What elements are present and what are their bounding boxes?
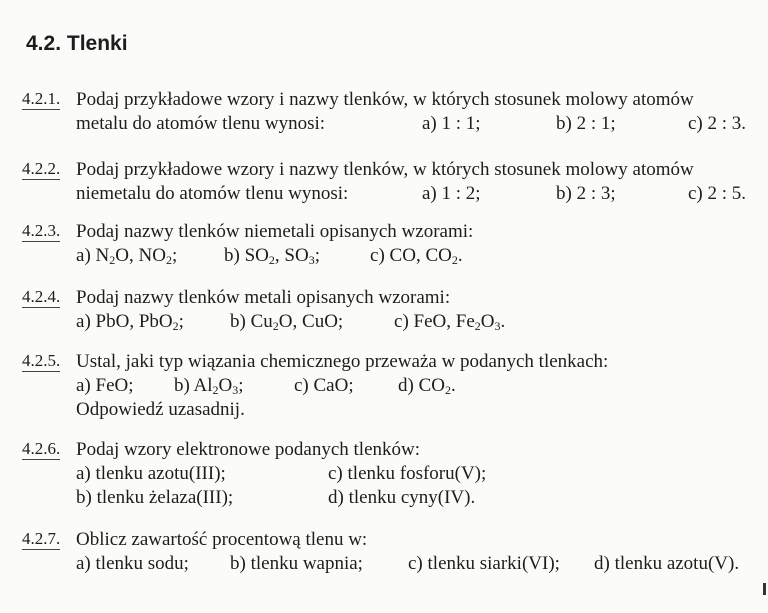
option-c: c) tlenku fosforu(V); <box>328 463 487 484</box>
option-c: c) CaO; <box>294 375 354 396</box>
option-a: a) tlenku sodu; <box>76 553 189 574</box>
option-c: c) FeO, $Fe_2O_3$. <box>394 311 506 333</box>
option-b: b) tlenku wapnia; <box>230 553 363 574</box>
option-b: b) 2 : 1; <box>556 113 616 134</box>
option-a: a) tlenku azotu(III); <box>76 463 226 484</box>
page-edge-mark <box>763 583 766 595</box>
exercise-text: Oblicz zawartość procentową tlenu w: <box>76 529 368 550</box>
option-b: b) $Al_2O_3$; <box>174 375 244 397</box>
option-b: b) tlenku żelaza(III); <box>76 487 234 508</box>
exercise-text: Podaj nazwy tlenków metali opisanych wzorami: <box>76 287 451 308</box>
exercise-text: Podaj wzory elektronowe podanych tlenków: <box>76 439 421 460</box>
option-b: b) $SO_2$, $SO_3$; <box>224 245 320 267</box>
exercise-text: Podaj przykładowe wzory i nazwy tlenków, w których stosunek molowy atomów <box>76 89 694 110</box>
exercise-4-2-2 <box>22 158 762 206</box>
option-a: a) $N_2O$, $NO_2$; <box>76 245 178 267</box>
section-title: 4.2. Tlenki <box>26 32 128 55</box>
exercise-number: 4.2.1. <box>22 89 61 108</box>
option-c: c) tlenku siarki(VI); <box>408 553 560 574</box>
option-d: d) $CO_2$. <box>398 375 456 397</box>
option-a: a) 1 : 1; <box>422 113 481 134</box>
exercise-text: Podaj nazwy tlenków niemetali opisanych wzorami: <box>76 221 474 242</box>
option-c: c) CO, $CO_2$. <box>370 245 463 267</box>
exercise-number: 4.2.5. <box>22 351 61 370</box>
option-d: d) tlenku azotu(V). <box>594 553 740 574</box>
exercise-number: 4.2.3. <box>22 221 61 240</box>
exercise-text: Odpowiedź uzasadnij. <box>76 399 245 420</box>
option-c: c) 2 : 3. <box>688 113 747 134</box>
option-a: a) FeO; <box>76 375 134 396</box>
exercise-4-2-6 <box>22 438 762 510</box>
option-b: b) 2 : 3; <box>556 183 616 204</box>
exercise-text: metalu do atomów tlenu wynosi: <box>76 113 326 134</box>
exercise-number: 4.2.2. <box>22 159 61 178</box>
exercise-number: 4.2.6. <box>22 439 61 458</box>
exercise-4-2-5 <box>22 350 762 422</box>
exercise-4-2-4 <box>22 286 762 334</box>
option-a: a) PbO, PbO$_2$; <box>76 311 184 333</box>
exercise-text: Podaj przykładowe wzory i nazwy tlenków, w których stosunek molowy atomów <box>76 159 694 180</box>
option-d: d) tlenku cyny(IV). <box>328 487 476 508</box>
exercise-number: 4.2.4. <box>22 287 61 306</box>
exercise-text: Ustal, jaki typ wiązania chemicznego przeważa w podanych tlenkach: <box>76 351 609 372</box>
exercise-4-2-1 <box>22 88 762 136</box>
option-b: b) $Cu_2O$, CuO; <box>230 311 344 333</box>
option-c: c) 2 : 5. <box>688 183 747 204</box>
option-a: a) 1 : 2; <box>422 183 481 204</box>
exercise-number: 4.2.7. <box>22 529 61 548</box>
exercise-4-2-7 <box>22 528 762 576</box>
exercise-text: niemetalu do atomów tlenu wynosi: <box>76 183 349 204</box>
exercise-4-2-3 <box>22 220 762 268</box>
